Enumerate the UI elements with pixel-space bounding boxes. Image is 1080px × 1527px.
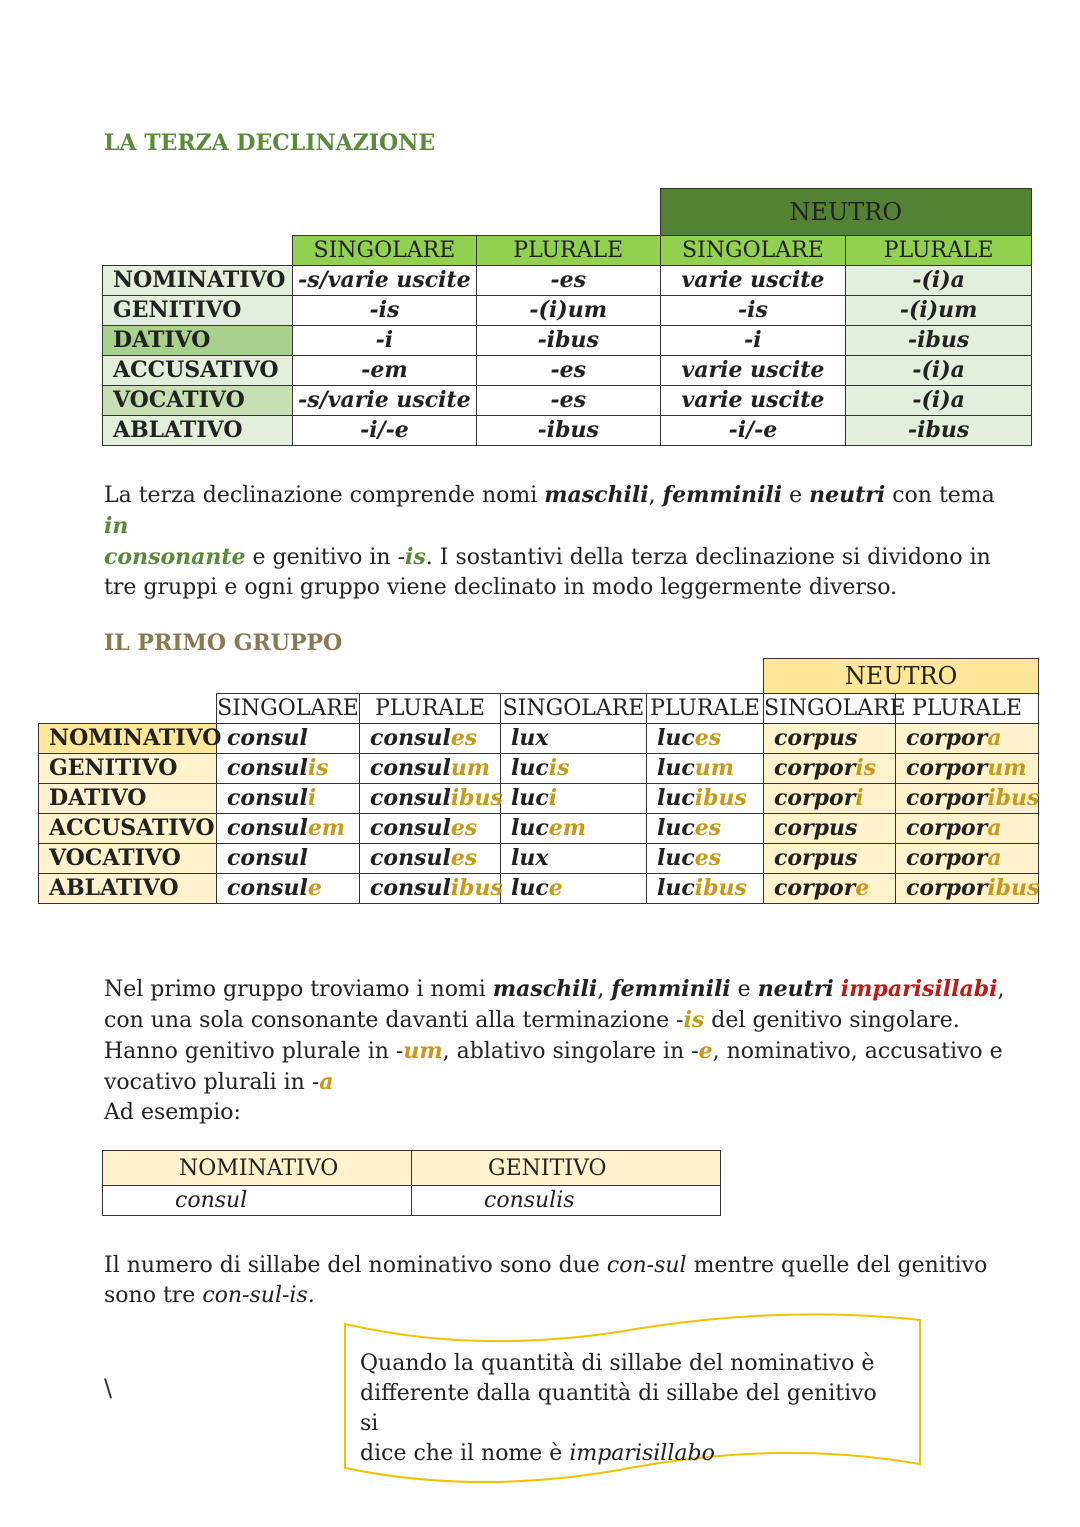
section-title-primo: IL PRIMO GRUPPO: [104, 630, 343, 656]
word-stem: consul: [370, 845, 451, 871]
ending-cell: -es: [476, 266, 660, 296]
word-cell: [360, 874, 501, 904]
word-cell: [217, 814, 360, 844]
case-label: DATIVO: [39, 784, 217, 814]
word-cell: [217, 724, 360, 754]
ending-cell: -ibus: [476, 416, 660, 446]
case-label: VOCATIVO: [39, 844, 217, 874]
example-table: [102, 1150, 721, 1216]
col-header: PLURALE: [896, 694, 1039, 724]
table-row: [103, 266, 1032, 296]
col-header: SINGOLARE: [764, 694, 896, 724]
ending-cell: -es: [476, 386, 660, 416]
ending-cell: -is: [292, 296, 476, 326]
word-stem: lux: [511, 725, 549, 751]
word-cell: [360, 754, 501, 784]
word-ending: em: [307, 815, 346, 841]
col-header: SINGOLARE: [292, 236, 476, 266]
word-ending: ibus: [694, 875, 747, 901]
word-cell: [764, 784, 896, 814]
word-ending: um: [450, 755, 491, 781]
word-ending: a: [987, 845, 1002, 871]
word-stem: luc: [511, 785, 549, 811]
table-row: [103, 416, 1032, 446]
word-stem: consul: [370, 725, 451, 751]
ending-cell: varie uscite: [660, 356, 846, 386]
word-stem: lux: [511, 845, 549, 871]
word-ending: i: [548, 785, 558, 811]
word-cell: [896, 874, 1039, 904]
word-cell: [896, 844, 1039, 874]
ending-cell: -em: [292, 356, 476, 386]
ending-cell: varie uscite: [660, 266, 846, 296]
word-ending: um: [694, 755, 735, 781]
word-stem: luc: [657, 725, 695, 751]
stray-mark: \: [104, 1374, 113, 1402]
ending-cell: -i: [292, 326, 476, 356]
word-cell: [647, 724, 764, 754]
word-stem: corpus: [774, 815, 858, 841]
word-ending: ibus: [987, 785, 1040, 811]
table-row: [103, 356, 1032, 386]
word-cell: [217, 784, 360, 814]
word-ending: ibus: [987, 875, 1040, 901]
word-cell: [896, 784, 1039, 814]
word-stem: corpor: [906, 815, 988, 841]
word-stem: corpor: [906, 725, 988, 751]
examples-table: [38, 658, 1039, 904]
word-stem: consul: [370, 755, 451, 781]
word-cell: [764, 814, 896, 844]
word-cell: [501, 814, 647, 844]
ending-cell: -i/-e: [660, 416, 846, 446]
word-ending: es: [694, 845, 722, 871]
table-row: [39, 754, 1039, 784]
endings-table: [102, 188, 1032, 446]
syllable-paragraph: Il numero di sillabe del nominativo sono due con-sul mentre quelle del genitivo sono tre con-sul-is.: [104, 1253, 988, 1308]
col-header: PLURALE: [846, 236, 1032, 266]
ending-cell: -s/varie uscite: [292, 266, 476, 296]
case-label: VOCATIVO: [103, 386, 293, 416]
case-label: ACCUSATIVO: [39, 814, 217, 844]
word-ending: i: [307, 785, 317, 811]
word-cell: [501, 874, 647, 904]
table-row: [39, 814, 1039, 844]
col-header: SINGOLARE: [660, 236, 846, 266]
word-ending: es: [450, 845, 478, 871]
neutro-header: NEUTRO: [660, 189, 1031, 236]
word-stem: consul: [227, 725, 308, 751]
ending-cell: -(i)um: [476, 296, 660, 326]
table-row: [103, 326, 1032, 356]
word-cell: [764, 754, 896, 784]
section-title-terza: LA TERZA DECLINAZIONE: [104, 130, 436, 156]
word-cell: [360, 724, 501, 754]
word-stem: corpor: [774, 785, 856, 811]
ending-cell: -(i)um: [846, 296, 1032, 326]
word-stem: corpus: [774, 725, 858, 751]
example-header-genitivo: GENITIVO: [412, 1151, 721, 1186]
word-ending: e: [855, 875, 870, 901]
word-stem: luc: [657, 845, 695, 871]
case-label: NOMINATIVO: [103, 266, 293, 296]
word-cell: [501, 844, 647, 874]
word-stem: consul: [370, 785, 451, 811]
word-stem: consul: [370, 875, 451, 901]
case-label: ABLATIVO: [103, 416, 293, 446]
word-ending: ibus: [450, 875, 503, 901]
ending-cell: -i/-e: [292, 416, 476, 446]
word-cell: [360, 784, 501, 814]
word-ending: em: [548, 815, 587, 841]
table-row: [39, 784, 1039, 814]
ending-cell: -ibus: [476, 326, 660, 356]
col-header: PLURALE: [476, 236, 660, 266]
word-stem: luc: [657, 755, 695, 781]
word-stem: corpor: [906, 845, 988, 871]
word-cell: [896, 754, 1039, 784]
ending-cell: -ibus: [846, 326, 1032, 356]
word-cell: [647, 844, 764, 874]
table-row: [39, 724, 1039, 754]
word-ending: is: [307, 755, 329, 781]
table-row: [103, 296, 1032, 326]
word-ending: um: [987, 755, 1027, 781]
word-ending: a: [987, 815, 1002, 841]
case-label: NOMINATIVO: [39, 724, 217, 754]
word-cell: [764, 844, 896, 874]
word-ending: is: [548, 755, 570, 781]
case-label: DATIVO: [103, 326, 293, 356]
word-stem: consul: [227, 785, 308, 811]
neutro-header: NEUTRO: [764, 659, 1039, 694]
word-ending: es: [694, 815, 722, 841]
word-cell: [360, 814, 501, 844]
table-row: [39, 844, 1039, 874]
word-ending: is: [855, 755, 877, 781]
word-cell: [501, 784, 647, 814]
col-header: PLURALE: [360, 694, 501, 724]
word-ending: a: [987, 725, 1002, 751]
imparisillabo-note: Quando la quantità di sillabe del nominativo è differente dalla quantità di sillabe del genitivo si dice che il nome è imparisillabo: [360, 1351, 877, 1466]
word-cell: [217, 874, 360, 904]
word-ending: e: [307, 875, 322, 901]
word-stem: corpus: [774, 845, 858, 871]
ending-cell: varie uscite: [660, 386, 846, 416]
word-ending: i: [855, 785, 864, 811]
word-cell: [501, 754, 647, 784]
word-stem: consul: [227, 815, 308, 841]
table-row: [103, 386, 1032, 416]
word-stem: corpor: [774, 755, 856, 781]
case-label: ACCUSATIVO: [103, 356, 293, 386]
word-stem: consul: [227, 755, 308, 781]
case-label: GENITIVO: [39, 754, 217, 784]
ending-cell: -ibus: [846, 416, 1032, 446]
ending-cell: -i: [660, 326, 846, 356]
word-cell: [501, 724, 647, 754]
word-ending: ibus: [450, 785, 503, 811]
ending-cell: -s/varie uscite: [292, 386, 476, 416]
word-stem: corpor: [906, 875, 988, 901]
ending-cell: -(i)a: [846, 356, 1032, 386]
word-stem: corpor: [906, 785, 988, 811]
ending-cell: -(i)a: [846, 266, 1032, 296]
case-label: ABLATIVO: [39, 874, 217, 904]
case-label: GENITIVO: [103, 296, 293, 326]
example-header-nominativo: NOMINATIVO: [103, 1151, 412, 1186]
word-stem: luc: [511, 755, 549, 781]
table-row: [39, 874, 1039, 904]
ending-cell: -is: [660, 296, 846, 326]
ending-cell: -(i)a: [846, 386, 1032, 416]
example-value-nominativo: consul: [103, 1186, 412, 1216]
word-stem: luc: [657, 785, 695, 811]
col-header: SINGOLARE: [217, 694, 360, 724]
col-header: PLURALE: [647, 694, 764, 724]
word-stem: luc: [657, 815, 695, 841]
word-stem: consul: [370, 815, 451, 841]
word-stem: luc: [511, 875, 549, 901]
word-stem: consul: [227, 845, 308, 871]
col-header: SINGOLARE: [501, 694, 647, 724]
ending-cell: -es: [476, 356, 660, 386]
word-cell: [764, 724, 896, 754]
word-cell: [896, 814, 1039, 844]
word-ending: es: [450, 725, 478, 751]
word-cell: [647, 754, 764, 784]
primo-gruppo-paragraph: Nel primo gruppo troviamo i nomi maschili, femminili e neutri imparisillabi, con una sola consonante davanti alla terminazione -is del genitivo singolare. Hanno genitivo plurale in -um, ablativo singolare in -e, nominativo, accusativo e vocativo plurali in -a Ad esempio:: [104, 976, 1005, 1125]
word-ending: es: [450, 815, 478, 841]
word-cell: [360, 844, 501, 874]
word-stem: luc: [511, 815, 549, 841]
word-ending: ibus: [694, 785, 747, 811]
word-stem: consul: [227, 875, 308, 901]
word-ending: es: [694, 725, 722, 751]
example-value-genitivo: consulis: [412, 1186, 721, 1216]
word-cell: [647, 874, 764, 904]
word-stem: corpor: [774, 875, 856, 901]
word-cell: [764, 874, 896, 904]
word-cell: [217, 844, 360, 874]
intro-paragraph: La terza declinazione comprende nomi maschili, femminili e neutri con tema in consonante e genitivo in -is. I sostantivi della terza declinazione si dividono in tre gruppi e ogni gruppo viene declinato in modo leggermente diverso.: [104, 482, 995, 600]
word-ending: e: [548, 875, 563, 901]
word-cell: [896, 724, 1039, 754]
word-cell: [217, 754, 360, 784]
word-cell: [647, 814, 764, 844]
word-stem: corpor: [906, 755, 988, 781]
word-cell: [647, 784, 764, 814]
word-stem: luc: [657, 875, 695, 901]
